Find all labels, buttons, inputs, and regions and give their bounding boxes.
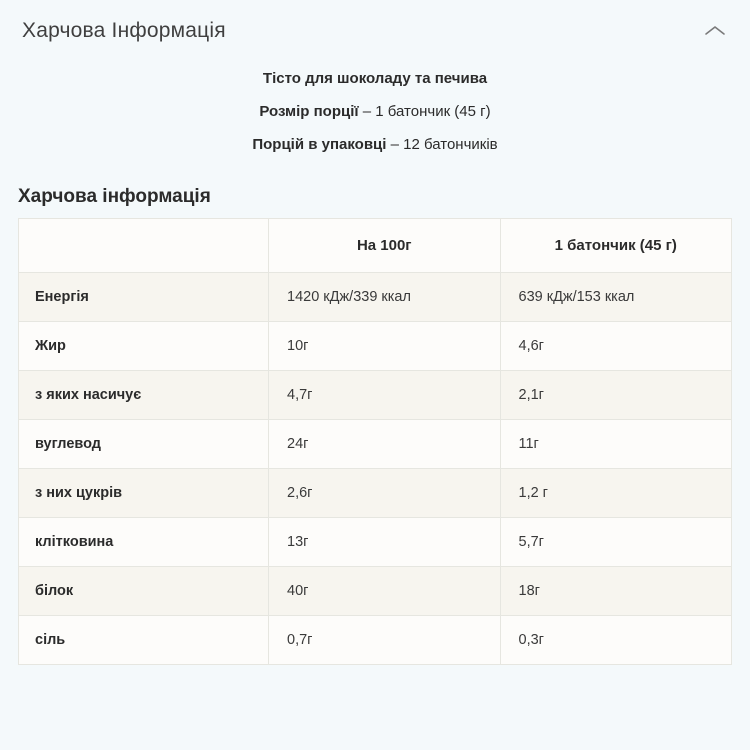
row-label-fibre: клітковина <box>19 518 269 567</box>
table-row <box>19 273 732 322</box>
row-per100-salt: 0,7г <box>269 616 500 665</box>
table-row <box>19 371 732 420</box>
row-per100-protein: 40г <box>269 567 500 616</box>
nutrition-table-wrapper <box>0 218 750 665</box>
servings-per-pack-value: – 12 батончиків <box>390 135 498 153</box>
row-label-fat: Жир <box>19 322 269 371</box>
panel-header[interactable] <box>0 0 750 54</box>
page-title: Харчова Інформація <box>22 19 226 42</box>
chevron-up-icon[interactable] <box>702 18 728 44</box>
row-per100-saturates: 4,7г <box>269 371 500 420</box>
table-row <box>19 616 732 665</box>
row-perserving-saturates: 2,1г <box>500 371 732 420</box>
column-header-nutrient <box>19 219 269 273</box>
row-perserving-sugars: 1,2 г <box>500 469 732 518</box>
servings-per-pack-label: Порцій в упаковці <box>252 135 387 153</box>
table-row <box>19 469 732 518</box>
row-label-carbohydrate: вуглевод <box>19 420 269 469</box>
servings-per-pack <box>20 136 730 155</box>
row-perserving-salt: 0,3г <box>500 616 732 665</box>
table-header-row <box>19 219 732 273</box>
table-row <box>19 518 732 567</box>
row-perserving-protein: 18г <box>500 567 732 616</box>
column-header-per-serving: 1 батончик (45 г) <box>500 219 732 273</box>
row-per100-fat: 10г <box>269 322 500 371</box>
nutrition-table <box>18 218 732 665</box>
portion-size-label: Розмір порції <box>259 102 359 120</box>
table-row <box>19 322 732 371</box>
row-label-protein: білок <box>19 567 269 616</box>
row-label-sugars: з них цукрів <box>19 469 269 518</box>
row-perserving-carbohydrate: 11г <box>500 420 732 469</box>
row-label-saturates: з яких насичує <box>19 371 269 420</box>
serving-info <box>0 54 750 176</box>
row-label-energy: Енергія <box>19 273 269 322</box>
row-perserving-fat: 4,6г <box>500 322 732 371</box>
product-name: Тісто для шоколаду та печива <box>262 70 488 87</box>
section-title: Харчова інформація <box>18 186 211 208</box>
row-per100-sugars: 2,6г <box>269 469 500 518</box>
row-per100-fibre: 13г <box>269 518 500 567</box>
row-perserving-energy: 639 кДж/153 ккал <box>500 273 732 322</box>
table-row <box>19 420 732 469</box>
table-row <box>19 567 732 616</box>
table-header <box>19 219 732 273</box>
row-perserving-fibre: 5,7г <box>500 518 732 567</box>
row-per100-carbohydrate: 24г <box>269 420 500 469</box>
table-body <box>19 273 732 665</box>
column-header-per-100g: На 100г <box>269 219 500 273</box>
portion-size <box>20 103 730 122</box>
row-per100-energy: 1420 кДж/339 ккал <box>269 273 500 322</box>
portion-size-value: – 1 батончик (45 г) <box>362 102 491 120</box>
row-label-salt: сіль <box>19 616 269 665</box>
